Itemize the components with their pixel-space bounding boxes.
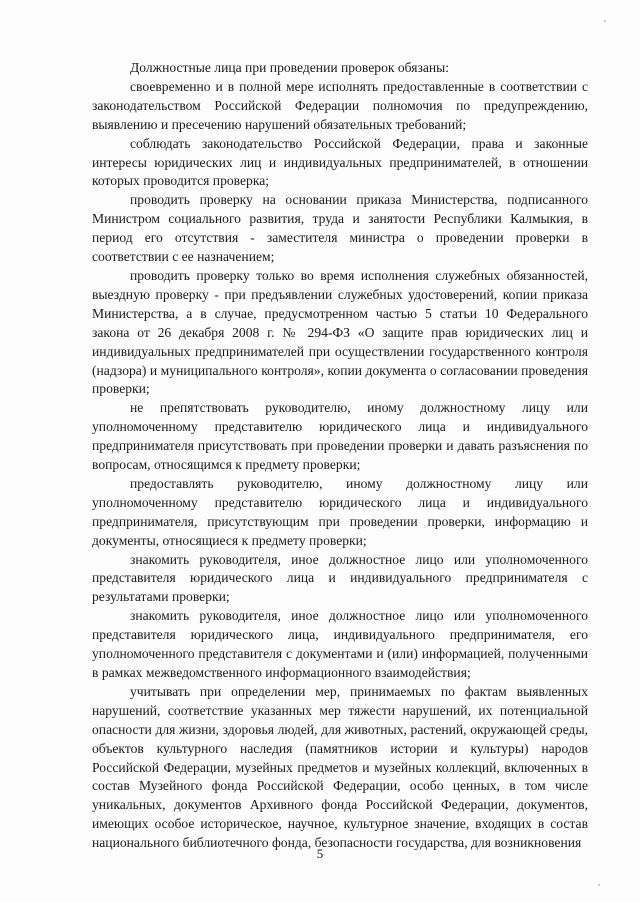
- document-body: [92, 59, 588, 853]
- paragraph-item-6: предоставлять руководителю, иному должностному лицу или уполномоченному представителю юридического лица и индивидуального предпринимателя, присутствующим при проведении проверки, информацию и документы, относящиеся к предмету проверки;: [92, 475, 588, 548]
- paragraph-item-7: знакомить руководителя, иное должностное лицо или уполномоченного представителя юридического лица и индивидуального предпринимателя с результатами проверки;: [92, 551, 588, 605]
- page-number: 5: [316, 846, 324, 861]
- paragraph-item-2: соблюдать законодательство Российской Федерации, права и законные интересы юридических лиц и индивидуальных предпринимателей, в отношении которых проводится проверка;: [92, 135, 588, 189]
- paragraph-item-8: знакомить руководителя, иное должностное лицо или уполномоченного представителя юридического лица, индивидуального предпринимателя, его уполномоченного представителя с документами и (или) информацией, полученными в рамках межведомственного информационного взаимодействия;: [92, 608, 588, 680]
- scan-speck: [598, 884, 600, 886]
- scan-speck: [604, 20, 606, 22]
- paragraph-item-4: проводить проверку только во время исполнения служебных обязанностей, выездную проверку - при предъявлении служебных удостоверений, копии приказа Министерства, а в случае, предусмотренном частью 5 статьи 10 Федерального закона от 26 декабря 2008 г. № 294-ФЗ «О защите прав юридических лиц и индивидуальных предпринимателей при осуществлении государственного контроля (надзора) и муниципального контроля», копии документа о согласовании проведения проверки;: [92, 267, 588, 397]
- paragraph-item-9: учитывать при определении мер, принимаемых по фактам выявленных нарушений, соответствие указанных мер тяжести нарушений, их потенциальной опасности для жизни, здоровья людей, для животных, растений, окружающей среды, объектов культурного наследия (памятников истории и культуры) народов Российской Федерации, музейных предметов и музейных коллекций, включенных в состав Музейного фонда Российской Федерации, особо ценных, в том числе уникальных, документов Архивного фонда Российской Федерации, документов, имеющих особое историческое, научное, культурное значение, входящих в состав национального библиотечного фонда, безопасности государства, для возникновения: [92, 683, 588, 851]
- paragraph-item-3: проводить проверку на основании приказа Министерства, подписанного Министром социального развития, труда и занятости Республики Калмыкия, в период его отсутствия - заместителя министра о проведении проверки в соответствии с ее назначением;: [92, 192, 588, 265]
- paragraph-item-1: своевременно и в полной мере исполнять предоставленные в соответствии с законодательством Российской Федерации полномочия по предупреждению, выявлению и пресечению нарушений обязательных требований;: [92, 78, 588, 132]
- paragraph-item-5: не препятствовать руководителю, иному должностному лицу или уполномоченному представителю юридического лица и индивидуального предпринимателя присутствовать при проведении проверки и давать разъяснения по вопросам, относящимся к предмету проверки;: [92, 400, 588, 473]
- paragraph-intro: Должностные лица при проведении проверок обязаны:: [130, 60, 450, 75]
